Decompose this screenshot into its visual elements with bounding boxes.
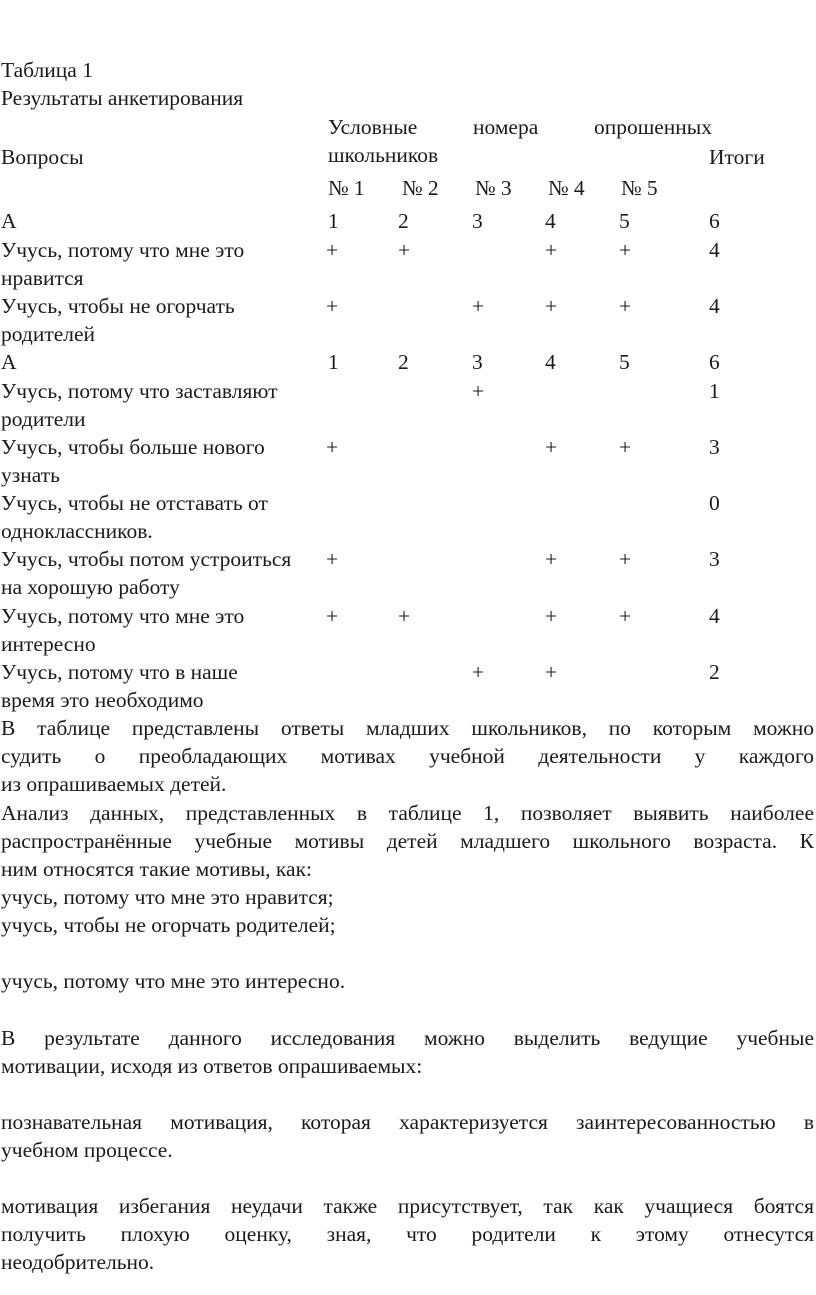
row-total: 4 (709, 238, 720, 262)
row-cell: + (545, 547, 558, 571)
row-cell: 5 (619, 209, 630, 233)
header-totals: Итоги (709, 145, 765, 169)
header-questions: Вопросы (1, 145, 84, 169)
row-cell: + (326, 294, 339, 318)
table-title: Результаты анкетирования (1, 86, 244, 110)
row-cell: + (326, 238, 339, 262)
row-cell: + (326, 604, 339, 628)
row-question-cont: одноклассников. (1, 519, 153, 543)
row-question: Учусь, чтобы больше нового (1, 435, 265, 459)
row-total: 0 (709, 491, 720, 515)
paragraph-5-line-1: мотивация избегания неудачи также присутствует, так как учащиеся боятся (1, 1194, 814, 1218)
row-cell: + (619, 547, 632, 571)
header-col-3: № 3 (475, 176, 512, 200)
paragraph-5-line-2: получить плохую оценку, зная, что родители к этому отнесутся (1, 1222, 814, 1246)
row-cell: + (326, 547, 339, 571)
row-question-cont: родители (1, 407, 86, 431)
row-cell: 3 (472, 350, 483, 374)
row-total: 1 (709, 379, 720, 403)
row-cell: 2 (398, 350, 409, 374)
row-question: Учусь, потому что в наше (1, 660, 238, 684)
header-col-4: № 4 (548, 176, 585, 200)
table-label: Таблица 1 (1, 58, 93, 82)
row-question-cont: интересно (1, 632, 96, 656)
paragraph-1-line-3: из опрашиваемых детей. (1, 772, 227, 796)
row-cell: + (619, 435, 632, 459)
header-col-1: № 1 (328, 176, 365, 200)
row-cell: + (398, 238, 411, 262)
paragraph-5-line-3: неодобрительно. (1, 1250, 155, 1274)
paragraph-2-line-1: Анализ данных, представленных в таблице 1, позволяет выявить наиболее (1, 801, 814, 825)
row-total: 2 (709, 660, 720, 684)
row-question: Учусь, чтобы потом устроиться (1, 547, 292, 571)
row-question: Учусь, чтобы не огорчать (1, 294, 235, 318)
paragraph-2-line-2: распространённые учебные мотивы детей младшего школьного возраста. К (1, 829, 814, 853)
row-cell: + (398, 604, 411, 628)
paragraph-1-line-1: В таблице представлены ответы младших школьников, по которым можно (1, 716, 814, 740)
header-students-line1: Условные номера опрошенных (328, 115, 712, 139)
row-total: 4 (709, 294, 720, 318)
row-cell: + (545, 238, 558, 262)
paragraph-4-line-1: познавательная мотивация, которая характеризуется заинтересованностью в (1, 1110, 814, 1134)
row-cell: + (545, 294, 558, 318)
row-question: Учусь, потому что заставляют (1, 379, 278, 403)
header-students-line2: школьников (328, 143, 439, 167)
paragraph-2-line-3: ним относятся такие мотивы, как: (1, 857, 313, 881)
row-question: А (1, 350, 17, 374)
header-col-5: № 5 (621, 176, 658, 200)
row-cell: 3 (472, 209, 483, 233)
row-cell: + (472, 294, 485, 318)
paragraph-4-line-2: учебном процессе. (1, 1138, 173, 1162)
paragraph-3-line-1: В результате данного исследования можно выделить ведущие учебные (1, 1026, 814, 1050)
list-item-1: учусь, потому что мне это нравится; (1, 885, 334, 909)
row-cell: + (545, 435, 558, 459)
row-cell: + (619, 238, 632, 262)
row-cell: + (472, 379, 485, 403)
row-total: 6 (709, 350, 720, 374)
list-item-3: учусь, потому что мне это интересно. (1, 969, 346, 993)
row-question-cont: нравится (1, 266, 84, 290)
row-question-cont: на хорошую работу (1, 575, 180, 599)
row-cell: 1 (328, 350, 339, 374)
paragraph-1-line-2: судить о преобладающих мотивах учебной деятельности у каждого (1, 744, 814, 768)
row-cell: + (326, 435, 339, 459)
row-question: А (1, 209, 17, 233)
row-cell: + (619, 294, 632, 318)
row-question: Учусь, потому что мне это (1, 604, 245, 628)
row-cell: + (545, 604, 558, 628)
row-total: 3 (709, 547, 720, 571)
row-question: Учусь, потому что мне это (1, 238, 245, 262)
row-cell: 2 (398, 209, 409, 233)
row-cell: 4 (545, 209, 556, 233)
paragraph-3-line-2: мотивации, исходя из ответов опрашиваемых: (1, 1054, 423, 1078)
row-cell: + (472, 660, 485, 684)
list-item-2: учусь, чтобы не огорчать родителей; (1, 913, 336, 937)
row-cell: 5 (619, 350, 630, 374)
row-cell: + (545, 660, 558, 684)
row-total: 6 (709, 209, 720, 233)
row-total: 3 (709, 435, 720, 459)
row-cell: + (619, 604, 632, 628)
row-question-cont: время это необходимо (1, 688, 204, 712)
row-question: Учусь, чтобы не отставать от (1, 491, 268, 515)
row-question-cont: узнать (1, 463, 60, 487)
row-total: 4 (709, 604, 720, 628)
row-cell: 4 (545, 350, 556, 374)
row-question-cont: родителей (1, 322, 96, 346)
header-col-2: № 2 (402, 176, 439, 200)
row-cell: 1 (328, 209, 339, 233)
